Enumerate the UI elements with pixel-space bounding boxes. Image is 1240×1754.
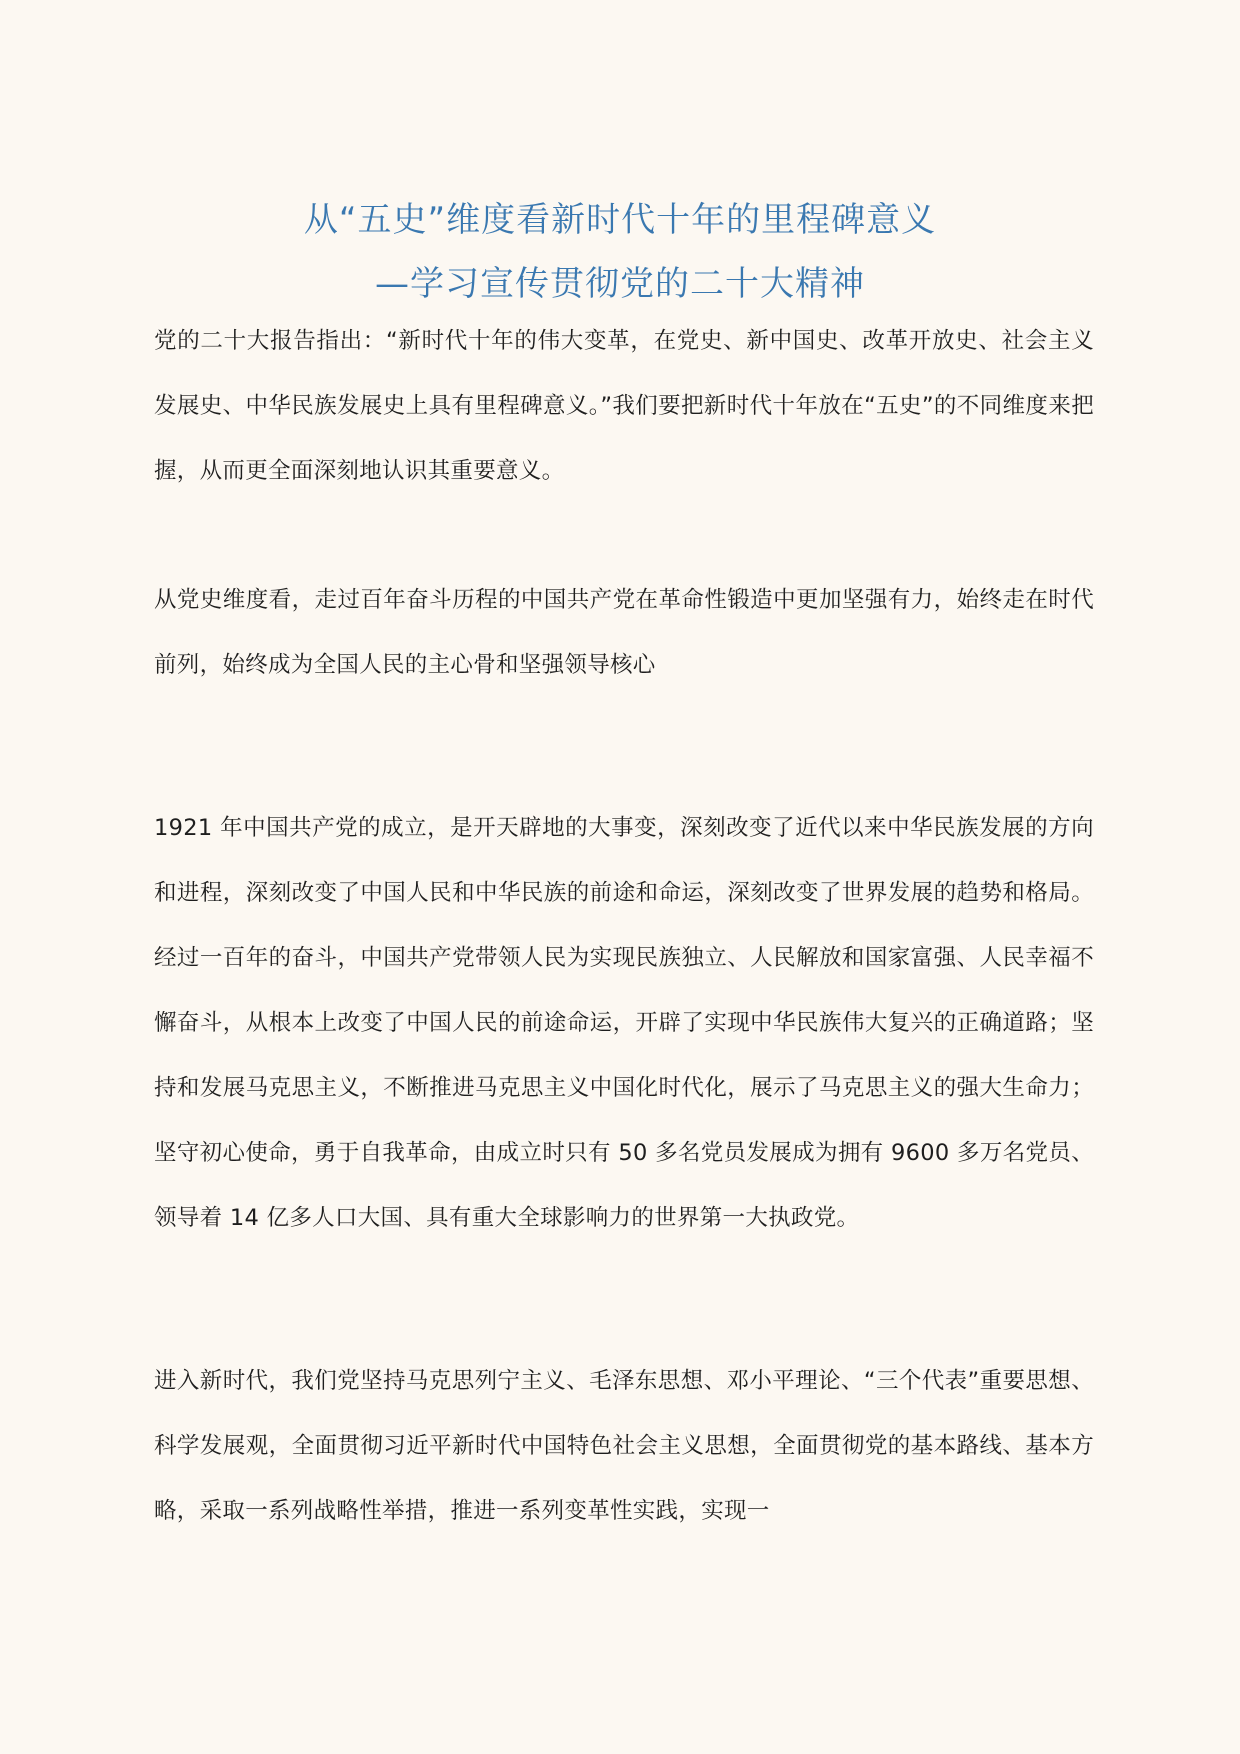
- paragraph-intro: 党的二十大报告指出：“新时代十年的伟大变革，在党史、新中国史、改革开放史、社会主义发展史、中华民族发展史上具有里程碑意义。”我们要把新时代十年放在“五史”的不同维度来把握，从而更全面深刻地认识其重要意义。: [154, 328, 1094, 484]
- document-title: [0, 188, 1240, 316]
- paragraph-founding-1921: 1921 年中国共产党的成立，是开天辟地的大事变，深刻改变了近代以来中华民族发展的方向和进程，深刻改变了中国人民和中华民族的前途和命运，深刻改变了世界发展的趋势和格局。经过一百年的奋斗，中国共产党带领人民为实现民族独立、人民解放和国家富强、人民幸福不懈奋斗，从根本上改变了中国人民的前途命运，开辟了实现中华民族伟大复兴的正确道路；坚持和发展马克思主义，不断推进马克思主义中国化时代化，展示了马克思主义的强大生命力；坚守初心使命，勇于自我革命，由成立时只有 50 多名党员发展成为拥有 9600 多万名党员、领导着 14 亿多人口大国、具有重大全球影响力的世界第一大执政党。: [154, 815, 1094, 1231]
- title-line-main: 从“五史”维度看新时代十年的里程碑意义: [303, 200, 937, 240]
- paragraph-party-history: 从党史维度看，走过百年奋斗历程的中国共产党在革命性锻造中更加坚强有力，始终走在时代前列，始终成为全国人民的主心骨和坚强领导核心: [154, 587, 1094, 678]
- paragraph-new-era: 进入新时代，我们党坚持马克思列宁主义、毛泽东思想、邓小平理论、“三个代表”重要思想、科学发展观，全面贯彻习近平新时代中国特色社会主义思想，全面贯彻党的基本路线、基本方略，采取一系列战略性举措，推进一系列变革性实践，实现一: [154, 1368, 1094, 1524]
- title-line-subtitle: —学习宣传贯彻党的二十大精神: [375, 264, 865, 304]
